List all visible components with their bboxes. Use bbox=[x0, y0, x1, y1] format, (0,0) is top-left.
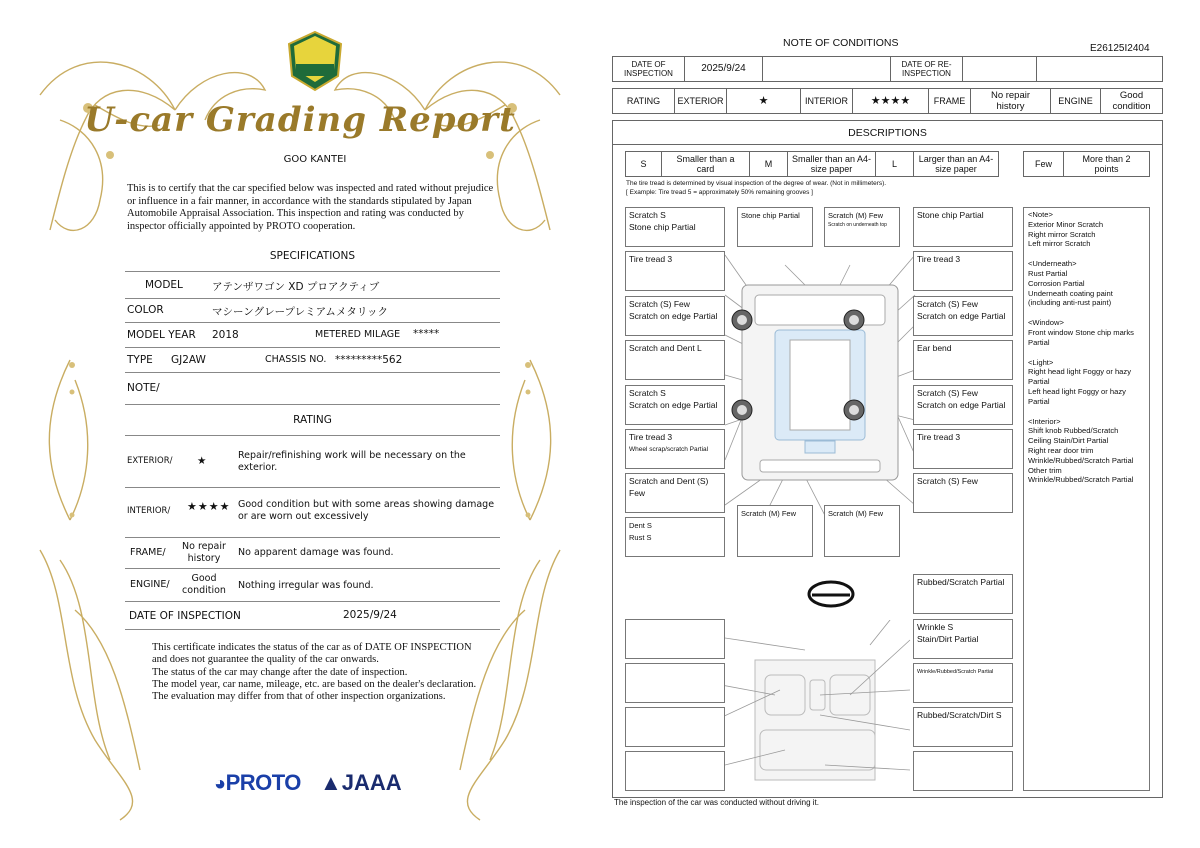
left-rear-door-box: Scratch S Scratch on edge Partial bbox=[625, 385, 725, 425]
engine-label: ENGINE bbox=[1051, 89, 1101, 113]
left-tire-rear-box: Tire tread 3 Wheel scrap/scratch Partial bbox=[625, 429, 725, 469]
footer-line: The model year, car name, mileage, etc. are based on the dealer's declaration. bbox=[152, 678, 477, 690]
model-year-row bbox=[125, 322, 500, 348]
legend-s-desc: Smaller than a card bbox=[662, 152, 750, 176]
note-line: Right mirror Scratch bbox=[1028, 229, 1096, 239]
right-front-door-box: Ear bend bbox=[913, 340, 1013, 380]
date-empty-cell bbox=[763, 57, 891, 81]
note-line: Shift knob Rubbed/Scratch bbox=[1028, 426, 1119, 436]
date-value: 2025/9/24 bbox=[343, 609, 397, 621]
tire-note-1: The tire tread is determined by visual inspection of the degree of wear. (Not in millimeters). bbox=[626, 180, 887, 187]
note-line: Ceiling Stain/Dirt Partial bbox=[1028, 436, 1109, 446]
interior-rating-desc: Good condition but with some areas showing damage or are worn out excessively bbox=[238, 499, 495, 522]
exterior-value: ★ bbox=[727, 89, 801, 113]
note-line: <Window> bbox=[1028, 318, 1064, 328]
size-legend bbox=[625, 151, 999, 177]
footer-line: The status of the car may change after the date of inspection. bbox=[152, 666, 408, 678]
metered-milage-label: METERED MILAGE bbox=[315, 329, 401, 340]
note-line bbox=[1028, 348, 1145, 358]
certificate-footer bbox=[152, 642, 482, 703]
rear-center-left-box: Scratch (M) Few bbox=[737, 505, 813, 557]
note-line bbox=[1028, 249, 1145, 259]
exterior-stars: ★ bbox=[197, 455, 207, 467]
rear-center-right-box: Scratch (M) Few bbox=[824, 505, 900, 557]
model-year-value: 2018 bbox=[212, 329, 239, 341]
certificate-intro: This is to certify that the car specified below was inspected and rated without prejudice or influence in a fair manner, in accordance with the standards stipulated by Japan Automobile Appraisal Association. This inspection and rating was conducted by inspector officially appointed by PROTO cooperation. bbox=[127, 183, 494, 232]
tire-note-2: [ Example: Tire tread 5 = approximately 50% remaining grooves ] bbox=[626, 189, 813, 196]
right-tire-front-box: Tire tread 3 bbox=[913, 251, 1013, 291]
date-of-inspection-label: DATE OF INSPECTION bbox=[613, 57, 685, 81]
rating-heading: RATING bbox=[293, 414, 332, 426]
note-line: <Interior> bbox=[1028, 416, 1061, 426]
color-row bbox=[125, 297, 500, 323]
note-of-conditions bbox=[600, 0, 1200, 848]
front-right-top-box: Stone chip Partial bbox=[913, 207, 1013, 247]
descriptions-heading: DESCRIPTIONS bbox=[613, 121, 1162, 145]
frame-rating-row bbox=[125, 537, 500, 569]
legend-s: S bbox=[626, 152, 662, 176]
legend-l: L bbox=[876, 152, 914, 176]
rear-seat-box: Rubbed/Scratch/Dirt S bbox=[913, 707, 1013, 747]
note-line: Left head light Foggy or hazy Partial bbox=[1028, 386, 1126, 406]
interior-left-box bbox=[625, 619, 725, 659]
notes-panel bbox=[1023, 207, 1150, 791]
left-front-door-box: Scratch and Dent L bbox=[625, 340, 725, 380]
frame-value: No repair history bbox=[971, 89, 1051, 113]
legend-few: Few bbox=[1024, 152, 1064, 176]
note-line: <Note> bbox=[1028, 210, 1053, 219]
interior-rating-row bbox=[125, 487, 500, 538]
engine-value: Good condition bbox=[1112, 90, 1151, 112]
note-line: Corrosion Partial bbox=[1028, 278, 1085, 288]
footer-line: The evaluation may differ from that of other inspection organizations. bbox=[152, 691, 446, 703]
legend-m-desc: Smaller than an A4-size paper bbox=[788, 152, 876, 176]
certificate-title: U-car Grading Report bbox=[84, 100, 516, 140]
frame-rating-label: FRAME/ bbox=[130, 547, 166, 558]
model-label: MODEL bbox=[145, 279, 183, 291]
frame-rating-desc: No apparent damage was found. bbox=[238, 547, 394, 558]
type-label: TYPE bbox=[127, 354, 153, 366]
model-value: アテンザワゴン XD プロアクティブ bbox=[212, 281, 380, 293]
interior-left-box bbox=[625, 663, 725, 703]
model-row bbox=[125, 271, 500, 299]
interior-empty-box bbox=[913, 751, 1013, 791]
interior-left-box bbox=[625, 707, 725, 747]
report-footer-note: The inspection of the car was conducted without driving it. bbox=[614, 798, 819, 807]
front-seat-box: Wrinkle S Stain/Dirt Partial bbox=[913, 619, 1013, 659]
note-line: Other trim Wrinkle/Rubbed/Scratch Partial bbox=[1028, 465, 1134, 485]
note-line bbox=[1028, 407, 1145, 417]
model-year-label: MODEL YEAR bbox=[127, 329, 196, 341]
left-rear-bottom-box: Dent S Rust S bbox=[625, 517, 725, 557]
note-line: <Underneath> bbox=[1028, 259, 1077, 269]
few-legend bbox=[1023, 151, 1150, 177]
engine-rating-row bbox=[125, 568, 500, 602]
engine-rating-label: ENGINE/ bbox=[130, 579, 170, 590]
left-front-fender-box: Scratch (S) Few Scratch on edge Partial bbox=[625, 296, 725, 336]
note-line: Front window Stone chip marks Partial bbox=[1028, 327, 1134, 347]
note-line: Rust Partial bbox=[1028, 268, 1068, 278]
steering-box: Rubbed/Scratch Partial bbox=[913, 574, 1013, 614]
report-title: NOTE OF CONDITIONS bbox=[783, 37, 899, 49]
exterior-label: EXTERIOR bbox=[675, 89, 727, 113]
front-center-right-box: Scratch (M) Few Scratch on underneath top bbox=[824, 207, 900, 247]
right-front-fender-box: Scratch (S) Few Scratch on edge Partial bbox=[913, 296, 1013, 336]
exterior-rating-row bbox=[125, 436, 500, 488]
legend-m: M bbox=[750, 152, 788, 176]
certificate-subtitle: GOO KANTEI bbox=[283, 154, 347, 165]
front-center-left-box: Stone chip Partial bbox=[737, 207, 813, 247]
note-line: Right rear door trim Wrinkle/Rubbed/Scratch Partial bbox=[1028, 445, 1134, 465]
color-value: マシーングレープレミアムメタリック bbox=[212, 306, 388, 318]
date-row bbox=[125, 601, 500, 630]
engine-rating-value: Good condition bbox=[182, 573, 226, 596]
interior-rating-label: INTERIOR/ bbox=[127, 506, 171, 516]
exterior-rating-desc: Repair/refinishing work will be necessary on the exterior. bbox=[238, 450, 466, 473]
note-line: Underneath coating paint (including anti-rust paint) bbox=[1028, 288, 1113, 308]
engine-rating-desc: Nothing irregular was found. bbox=[238, 580, 374, 591]
proto-logo: ◕PROTO bbox=[214, 770, 301, 795]
interior-label: INTERIOR bbox=[801, 89, 853, 113]
note-line: Left mirror Scratch bbox=[1028, 239, 1091, 249]
note-line bbox=[1028, 308, 1145, 318]
left-quarter-box: Scratch and Dent (S) Few bbox=[625, 473, 725, 513]
metered-milage-value: ***** bbox=[413, 328, 440, 340]
rating-table bbox=[612, 88, 1163, 114]
rating-label: RATING bbox=[613, 89, 675, 113]
legend-few-desc: More than 2 points bbox=[1082, 154, 1131, 174]
date-of-reinspection-label: DATE OF RE-INSPECTION bbox=[891, 57, 963, 81]
note-line: Right head light Foggy or hazy Partial bbox=[1028, 367, 1131, 387]
chassis-label: CHASSIS NO. bbox=[265, 354, 327, 365]
date-table bbox=[612, 56, 1163, 82]
reinspection-extra-cell bbox=[1037, 57, 1162, 81]
front-left-top-box: Scratch S Stone chip Partial bbox=[625, 207, 725, 247]
footer-line: This certificate indicates the status of the car as of DATE OF INSPECTION and does not guarantee the quality of the car onwards. bbox=[152, 642, 472, 666]
note-line: Exterior Minor Scratch bbox=[1028, 219, 1104, 229]
console-box: Wrinkle/Rubbed/Scratch Partial bbox=[913, 663, 1013, 703]
jaaa-logo: ▲JAAA bbox=[320, 770, 402, 795]
report-id: E26125I2404 bbox=[1090, 43, 1150, 54]
type-row bbox=[125, 347, 500, 373]
type-value: GJ2AW bbox=[171, 354, 206, 366]
left-tire-front-box: Tire tread 3 bbox=[625, 251, 725, 291]
specifications-heading: SPECIFICATIONS bbox=[269, 250, 356, 262]
legend-l-desc: Larger than an A4-size paper bbox=[918, 154, 994, 174]
right-quarter-box: Scratch (S) Few bbox=[913, 473, 1013, 513]
frame-label: FRAME bbox=[929, 89, 971, 113]
goo-kantei-badge-logo bbox=[286, 30, 344, 92]
right-tire-rear-box: Tire tread 3 bbox=[913, 429, 1013, 469]
color-label: COLOR bbox=[127, 304, 164, 316]
reinspection-value-cell bbox=[963, 57, 1037, 81]
right-rear-door-box: Scratch (S) Few Scratch on edge Partial bbox=[913, 385, 1013, 425]
date-of-inspection-value: 2025/9/24 bbox=[685, 57, 763, 81]
interior-value: ★★★★ bbox=[853, 89, 929, 113]
chassis-value: *********562 bbox=[335, 354, 403, 366]
note-line: <Light> bbox=[1028, 357, 1054, 367]
interior-left-box bbox=[625, 751, 725, 791]
date-label: DATE OF INSPECTION bbox=[129, 610, 241, 622]
note-row bbox=[125, 372, 500, 405]
interior-stars: ★★★★ bbox=[187, 500, 231, 513]
exterior-rating-label: EXTERIOR/ bbox=[127, 456, 173, 466]
note-label: NOTE/ bbox=[127, 382, 160, 394]
frame-rating-value: No repair history bbox=[182, 541, 226, 564]
